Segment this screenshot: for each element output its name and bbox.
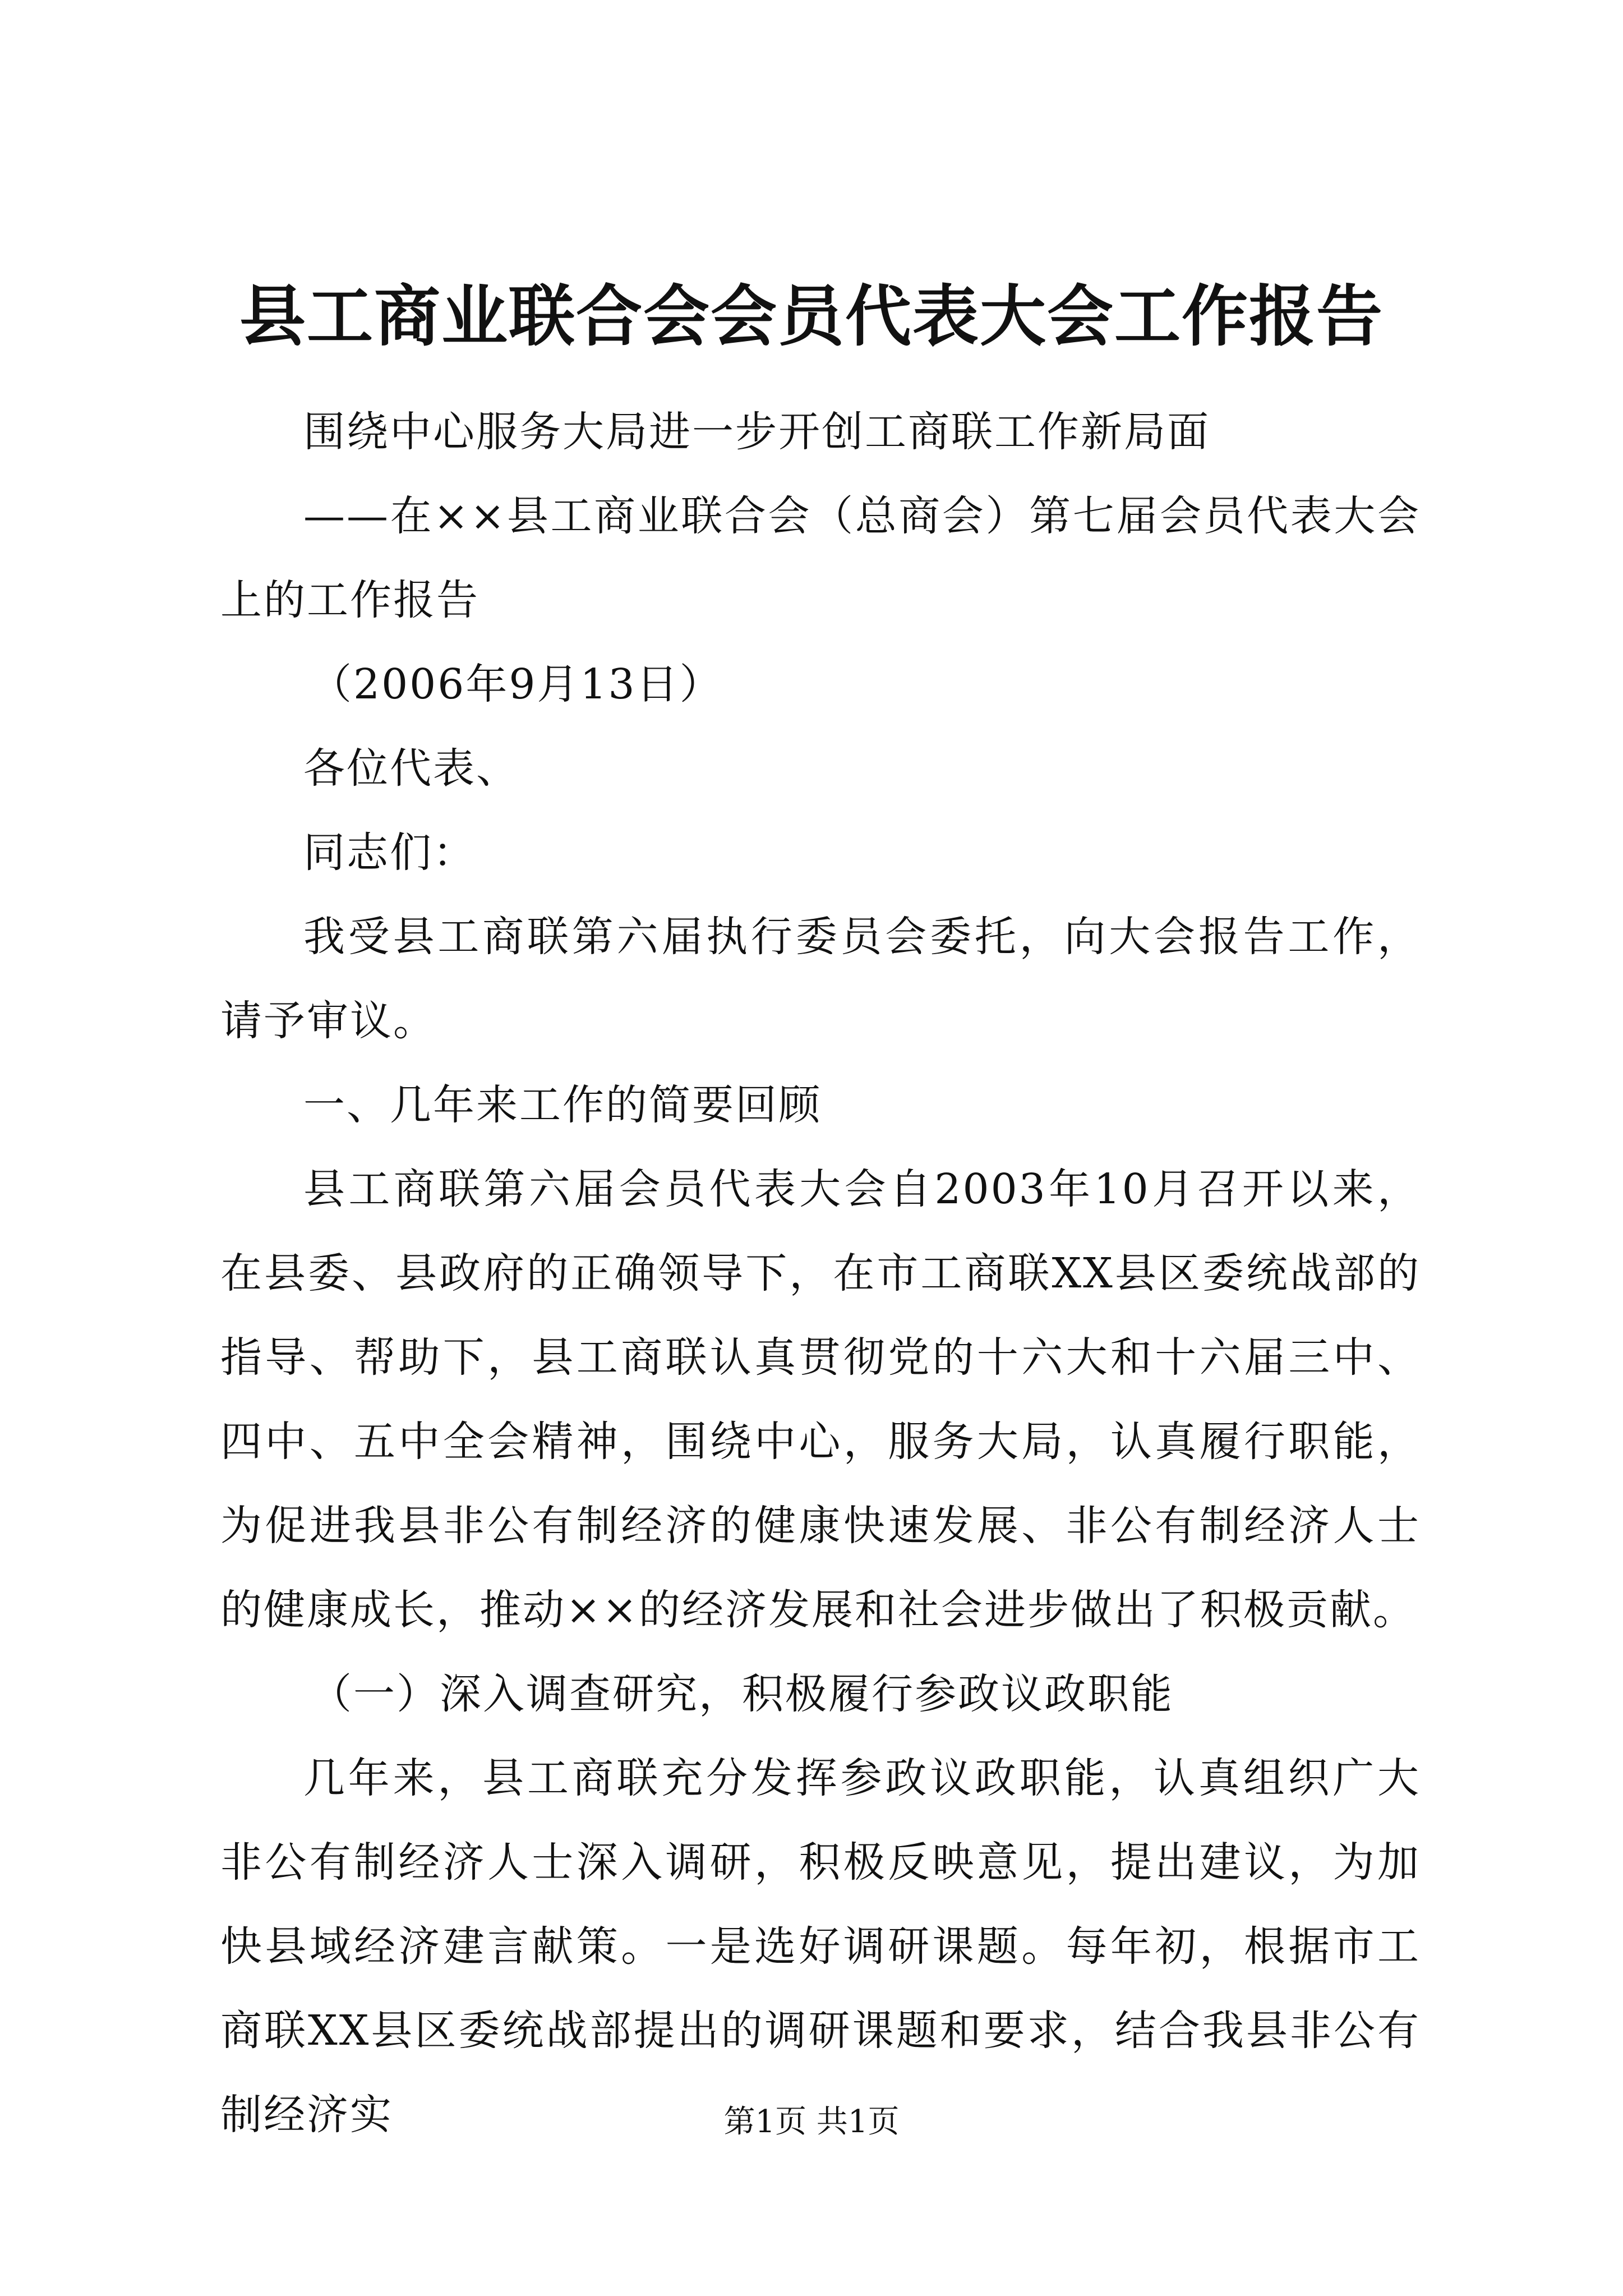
page-footer: 第1页 共1页 bbox=[723, 2104, 900, 2140]
review-paragraph: 县工商联第六届会员代表大会自2003年10月召开以来，在县委、县政府的正确领导下，在市工商联XX县区委统战部的指导、帮助下，县工商联认真贯彻党的十六大和十六届三中、四中、五中全会精神，围绕中心，服务大局，认真履行职能，为促进我县非公有制经济的健康快速发展、非公有制经济人士的健康成长，推动××的经济发展和社会进步做出了积极贡献。 bbox=[220, 1165, 1421, 1634]
subtitle-paragraph: 围绕中心服务大局进一步开创工商联工作新局面 bbox=[303, 408, 1210, 456]
salutation-delegates: 各位代表、 bbox=[303, 744, 519, 793]
research-paragraph: 几年来，县工商联充分发挥参政议政职能，认真组织广大非公有制经济人士深入调研，积极反映意见，提出建议，为加快县域经济建言献策。一是选好调研课题。每年初，根据市工商联XX县区委统战部提出的调研课题和要求，结合我县非公有制经济实 bbox=[220, 1754, 1421, 2139]
section-heading-1: 一、几年来工作的简要回顾 bbox=[303, 1081, 822, 1129]
document-title: 县工商业联合会会员代表大会工作报告 bbox=[239, 277, 1384, 355]
intro-paragraph: 我受县工商联第六届执行委员会委托，向大会报告工作，请予审议。 bbox=[220, 913, 1421, 1045]
document-body bbox=[220, 390, 1421, 2157]
date-paragraph: （2006年9月13日） bbox=[310, 660, 723, 708]
salutation-comrades: 同志们： bbox=[303, 829, 476, 877]
subsection-heading-1: （一）深入调查研究，积极履行参政议政职能 bbox=[310, 1670, 1174, 1718]
occasion-paragraph: ——在××县工商业联合会（总商会）第七届会员代表大会上的工作报告 bbox=[220, 492, 1421, 624]
